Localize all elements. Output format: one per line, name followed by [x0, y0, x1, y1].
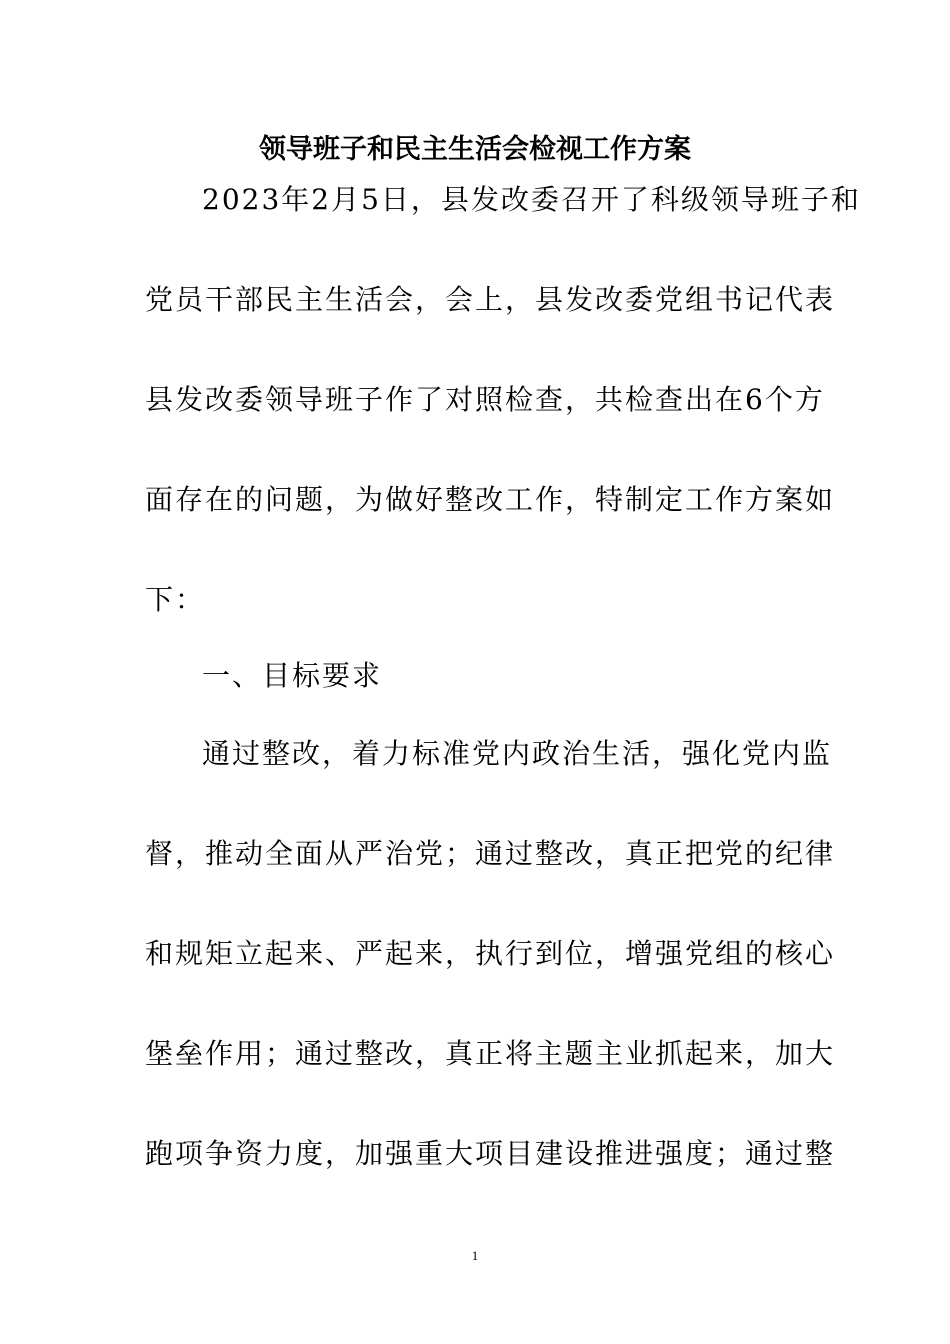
page-number: 1 — [471, 1248, 479, 1263]
document-title: 领导班子和民主生活会检视工作方案 — [259, 134, 691, 165]
paragraph-line: 督，推动全面从严治党；通过整改，真正把党的纪律 — [145, 837, 836, 870]
paragraph-line: 面存在的问题，为做好整改工作，特制定工作方案如 — [145, 483, 836, 516]
paragraph-line: 和规矩立起来、严起来，执行到位，增强党组的核心 — [145, 937, 836, 970]
paragraph-line: 堡垒作用；通过整改，真正将主题主业抓起来，加大 — [145, 1037, 836, 1070]
paragraph-line: 县发改委领导班子作了对照检查，共检查出在6个方 — [145, 383, 825, 416]
paragraph-line: 2023年2月5日，县发改委召开了科级领导班子和 — [202, 183, 861, 216]
paragraph-line: 跑项争资力度，加强重大项目建设推进强度；通过整 — [145, 1137, 836, 1170]
paragraph-line: 通过整改，着力标准党内政治生活，强化党内监 — [202, 737, 833, 770]
paragraph-line: 下： — [145, 583, 206, 616]
paragraph-line: 党员干部民主生活会，会上，县发改委党组书记代表 — [145, 283, 836, 316]
section-heading: 一、目标要求 — [202, 659, 383, 692]
